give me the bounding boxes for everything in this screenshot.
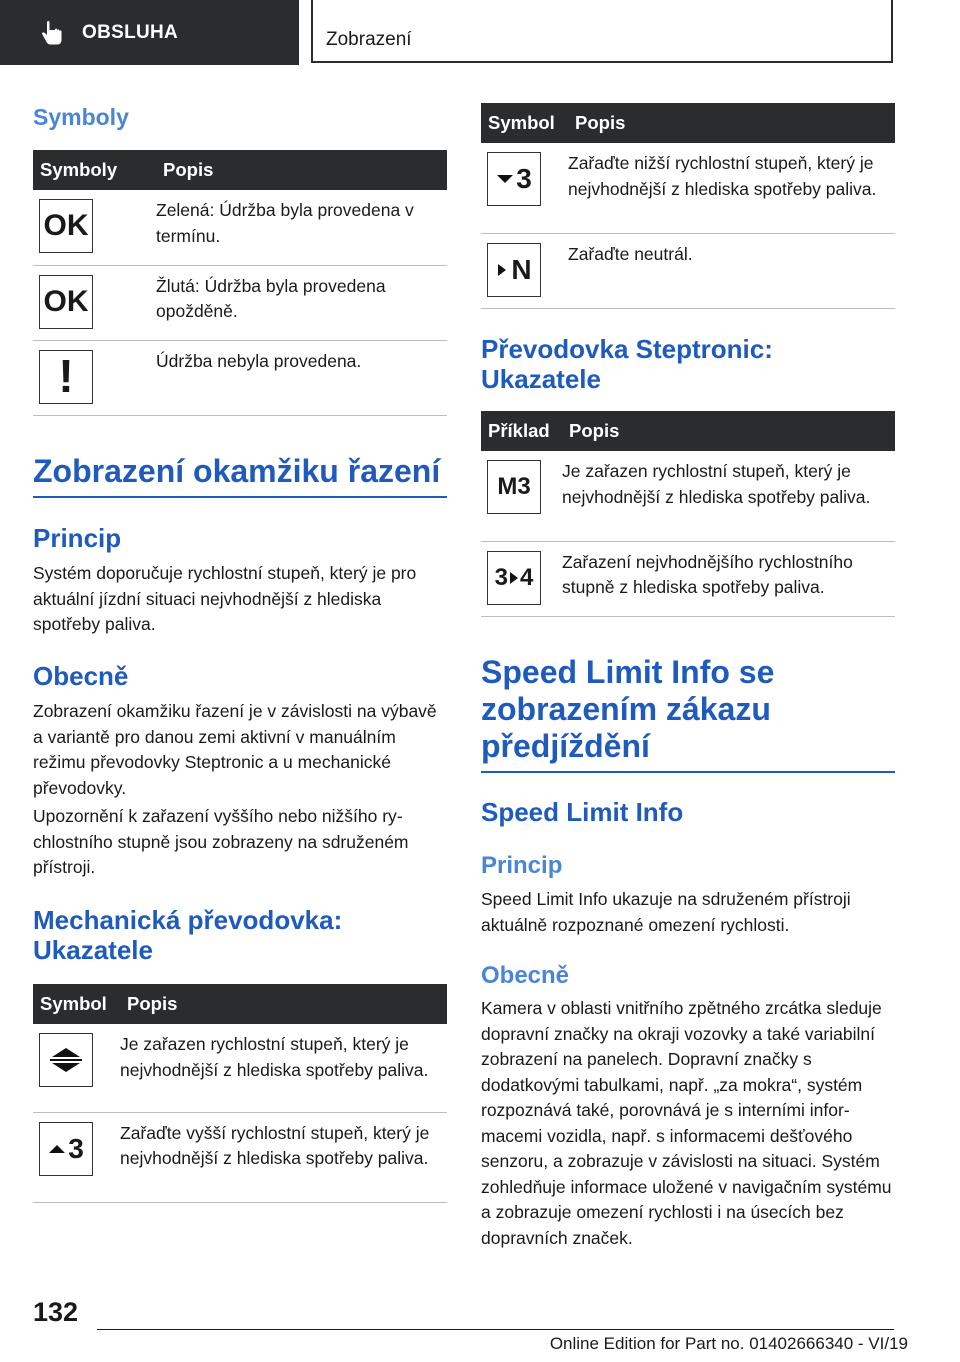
- obecne-text-2: Upozornění k zařazení vyššího nebo nižšího rychlostního stupně jsou zobrazeny na sdruženém přístroji.: [33, 806, 409, 877]
- table-header-symbol: Symbol: [33, 984, 120, 1024]
- speed-princip-heading: Princip: [481, 852, 563, 879]
- section-tab: [0, 0, 299, 65]
- speed-obecne-text: Kamera v oblasti vnitřního zpětného zrcátka sleduje dopravní značky na okraji vozovky a také variabilní zobrazení na panelech. Dopravní značky s dodatkovými tabulkami, např. „za mokra“, systém rozpoznává také, porovnává je s interními informacemi vozidla, např. s informacemi dešťového senzoru, a zobrazuje v závislosti na situaci. Systém zohledňuje informace uložené v navigačním systému a zobrazuje omezení rychlosti i na úsecích bez dopravních značek.: [481, 998, 892, 1248]
- table-header-example: Příklad: [481, 411, 562, 451]
- gear-from: 3: [494, 563, 508, 591]
- table-row: [33, 1112, 447, 1202]
- table-header-description: Popis: [562, 411, 895, 451]
- ok-green-icon: OK: [39, 199, 93, 253]
- gear-change-icon: [487, 551, 541, 605]
- chapter-title: Zobrazení: [326, 29, 412, 50]
- table-row: [481, 233, 895, 308]
- princip-heading: Princip: [33, 523, 122, 553]
- table-row: [481, 451, 895, 541]
- mech-heading: Mechanická převodovka: Ukazatele: [33, 905, 343, 965]
- shift-down-icon: [487, 152, 541, 206]
- speed-obecne-heading: Obecně: [481, 962, 570, 989]
- section-label: OBSLUHA: [82, 21, 179, 43]
- page-number: 132: [33, 1297, 79, 1327]
- speed-princip-text: Speed Limit Info ukazuje na sdruženém přístroji aktuálně rozpoznané omezení rychlosti.: [481, 889, 851, 935]
- downshift-table: [481, 103, 895, 309]
- table-row: [33, 340, 447, 415]
- row-description: Zelená: Údržba byla provedena v termínu.: [156, 190, 447, 265]
- obecne-heading: Obecně: [33, 661, 129, 691]
- row-description: Údržba nebyla provedena.: [156, 340, 447, 415]
- hand-pointer-icon: [38, 18, 68, 48]
- table-row: [33, 1024, 447, 1112]
- step-heading: Převodovka Steptronic: Ukazatele: [481, 334, 773, 394]
- exclamation-icon: !: [39, 350, 93, 404]
- table-row: [33, 190, 447, 265]
- arrow-up-icon: [48, 1142, 66, 1156]
- table-header-symbol: Symbol: [481, 103, 568, 143]
- speed-heading: Speed Limit Info se zobrazením zákazu předjíždění: [481, 654, 895, 773]
- footer-divider: [97, 1329, 894, 1330]
- table-row: [33, 265, 447, 340]
- symbols-heading: Symboly: [33, 104, 129, 130]
- chapter-header: [311, 0, 893, 63]
- mech-table: [33, 984, 447, 1203]
- edition-text: Online Edition for Part no. 01402666340 - VI/19: [549, 1334, 908, 1353]
- gear-to: 4: [520, 563, 534, 591]
- table-header-description: Popis: [156, 150, 447, 190]
- row-description: Zařaďte neutrál.: [568, 233, 895, 308]
- obecne-text-1: Zobrazení okamžiku řazení je v závislosti na výbavě a variantě pro danou zemi aktivní v manuálním režimu převodovky Steptronic a u mechanické převodovky.: [33, 701, 437, 798]
- shift-up-down-icon: [39, 1033, 93, 1087]
- neutral-letter: N: [511, 253, 532, 285]
- manual-gear-icon: M3: [487, 460, 541, 514]
- row-description: Zařaďte vyšší rychlostní stupeň, který je nejvhodnější z hlediska spotřeby paliva.: [120, 1112, 447, 1202]
- symbols-table: [33, 150, 447, 416]
- shift-arrows-icon: [48, 1043, 84, 1077]
- main-heading: Zobrazení okamžiku řazení: [33, 453, 447, 498]
- row-description: Zařaďte nižší rychlostní stupeň, který je nejvhodnější z hlediska spotřeby paliva.: [568, 143, 895, 233]
- arrow-right-icon: [496, 262, 508, 278]
- table-row: [481, 143, 895, 233]
- row-description: Je zařazen rychlostní stupeň, který je nejvhodnější z hlediska spotřeby paliva.: [562, 451, 895, 541]
- arrow-down-icon: [496, 172, 514, 186]
- steptronic-table: [481, 411, 895, 617]
- gear-number: 3: [68, 1132, 84, 1164]
- neutral-icon: [487, 243, 541, 297]
- table-row: [481, 541, 895, 616]
- row-description: Zařazení nejvhodnějšího rychlostního stupně z hlediska spotřeby paliva.: [562, 541, 895, 616]
- princip-text: Systém doporučuje rychlostní stupeň, který je pro aktuální jízdní situaci nejvhodnější z hlediska spotřeby paliva.: [33, 563, 417, 634]
- ok-yellow-icon: OK: [39, 275, 93, 329]
- speed-sub-heading: Speed Limit Info: [481, 797, 684, 827]
- arrow-right-icon: [509, 571, 519, 585]
- row-description: Žlutá: Údržba byla provedena opožděně.: [156, 265, 447, 340]
- shift-up-icon: [39, 1122, 93, 1176]
- row-description: Je zařazen rychlostní stupeň, který je nejvhodnější z hlediska spotřeby paliva.: [120, 1024, 447, 1112]
- gear-number: 3: [516, 163, 532, 195]
- table-header-description: Popis: [568, 103, 895, 143]
- table-header-symbol: Symboly: [33, 150, 156, 190]
- table-header-description: Popis: [120, 984, 447, 1024]
